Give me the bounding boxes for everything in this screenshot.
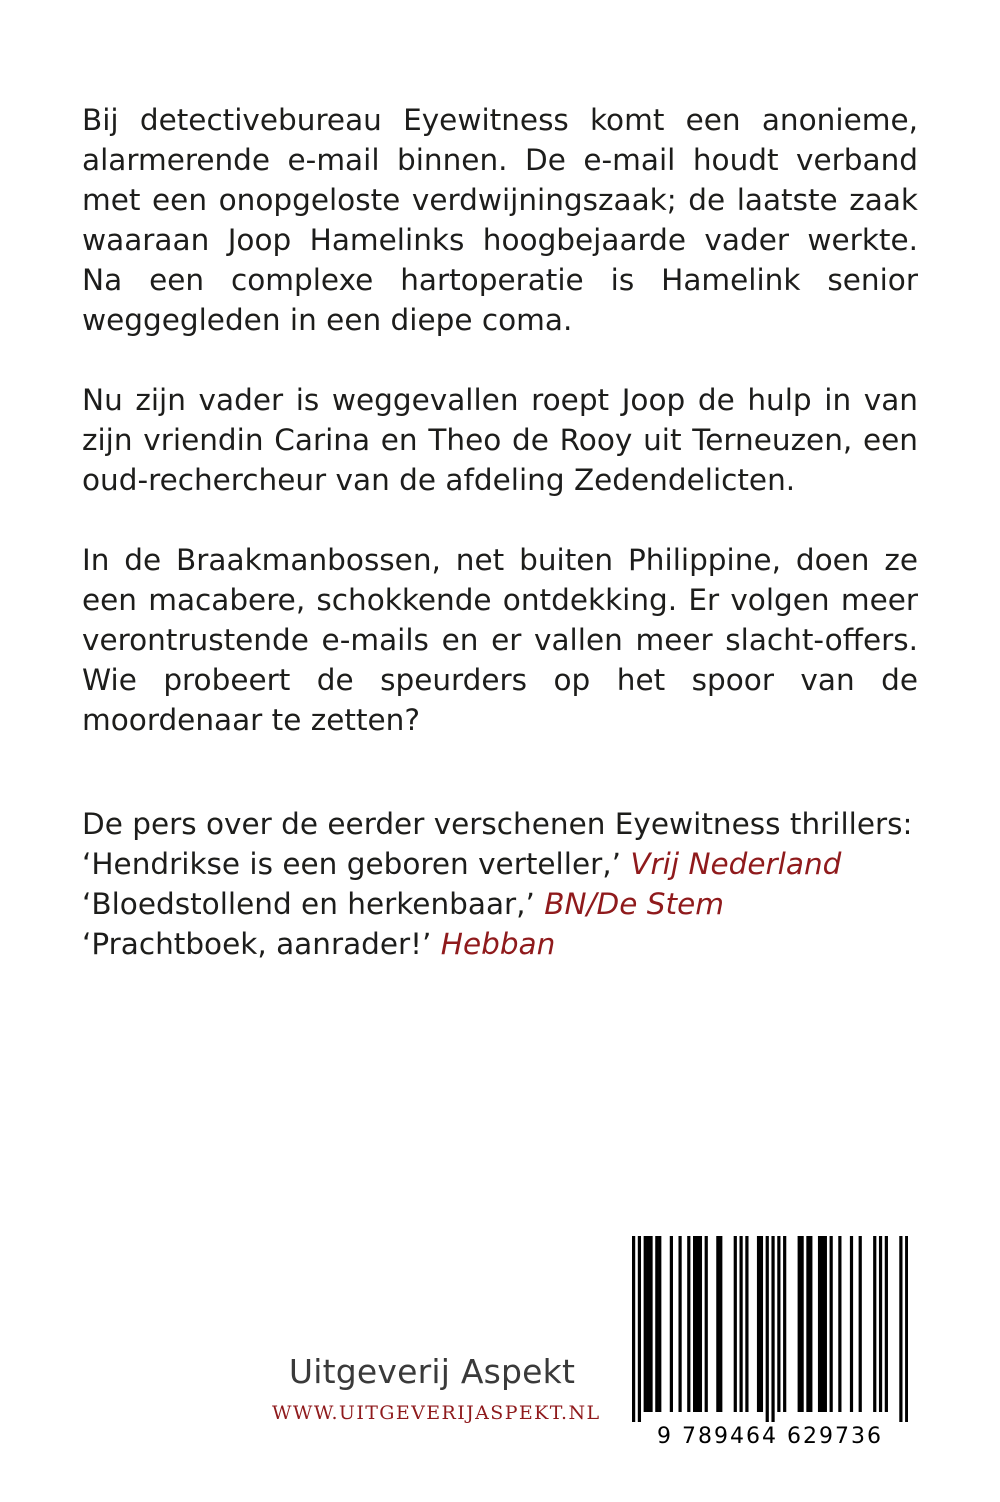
publisher-name: Uitgeverij Aspekt [288,1352,576,1391]
barcode-bar [644,1236,647,1412]
barcode-bar [824,1236,827,1412]
barcode-bar [859,1236,862,1412]
press-quotes [82,804,918,964]
barcode-bar [830,1236,833,1412]
barcode-bar [687,1236,690,1412]
press-quote-2 [82,884,918,924]
barcode-bar [696,1236,699,1412]
barcode-bar [719,1236,722,1412]
barcode-bar [757,1236,760,1412]
barcode [620,1224,920,1462]
barcode-bar [801,1236,804,1412]
barcode-bar [734,1236,737,1412]
barcode-bar [838,1236,841,1412]
barcode-bar [655,1236,658,1412]
barcode-bars [632,1236,908,1422]
quote-source: Vrij Nederland [630,847,842,881]
blurb-paragraph-3: In de Braakmanbossen, net buiten Philippine, doen ze een macabere, schokkende ontdekking. Er volgen meer verontrustende e-mails en er vallen meer slacht-offers. Wie probeert de speurders op het spoor van de moordenaar te zetten? [82,543,918,737]
barcode-bar [818,1236,821,1412]
barcode-bar [739,1236,742,1412]
barcode-bar [873,1236,876,1412]
publisher-url[interactable]: WWW.UITGEVERIJASPEKT.NL [272,1402,601,1424]
barcode-bar [716,1236,719,1412]
barcode-bar [850,1236,853,1412]
barcode-bar [783,1236,786,1412]
barcode-bar [771,1236,774,1422]
barcode-bar [806,1236,809,1412]
blurb-paragraph-2: Nu zijn vader is weggevallen roept Joop de hulp in van zijn vriendin Carina en Theo de Rooy uit Terneuzen, een oud-rechercheur van de afdeling Zedendelicten. [82,383,918,497]
blurb-paragraph-1: Bij detectivebureau Eyewitness komt een anonieme, alarmerende e-mail binnen. De e-mail houdt verband met een onopgeloste verdwijningszaak; de laatste zaak waaraan Joop Hamelinks hoogbejaarde vader werkte. Na een complexe hartoperatie is Hamelink senior weggegleden in een diepe coma. [82,103,918,337]
press-quote-1 [82,844,918,884]
barcode-bar [905,1236,908,1422]
barcode-bar [678,1236,681,1412]
press-quote-3 [82,924,918,964]
quote-source: Hebban [440,927,556,961]
barcode-bar [821,1236,824,1412]
barcode-bar [658,1236,661,1412]
barcode-bar [638,1236,641,1422]
quote-source: BN/De Stem [544,887,724,921]
barcode-bar [632,1236,635,1422]
barcode-bar [649,1236,652,1412]
barcode-bar [885,1236,888,1412]
press-intro: De pers over de eerder verschenen Eyewitness thrillers: [82,807,913,841]
barcode-bar [766,1236,769,1422]
quote-text: ‘Prachtboek, aanrader!’ [82,927,432,961]
barcode-bar [809,1236,812,1412]
barcode-bar [777,1236,780,1412]
barcode-bar [899,1236,902,1422]
barcode-bar [745,1236,748,1412]
barcode-bar [670,1236,673,1412]
barcode-bar [879,1236,882,1412]
quote-text: ‘Bloedstollend en herkenbaar,’ [82,887,535,921]
barcode-bar [705,1236,708,1412]
barcode-bar [647,1236,650,1412]
barcode-bar [693,1236,696,1412]
quote-text: ‘Hendrikse is een geboren verteller,’ [82,847,621,881]
barcode-bar [699,1236,702,1412]
barcode-bar [798,1236,801,1412]
back-cover-blurb [82,100,918,964]
publisher-block [272,1352,601,1428]
barcode-bar [760,1236,763,1412]
isbn-number: 9 789464 629736 [657,1424,883,1449]
